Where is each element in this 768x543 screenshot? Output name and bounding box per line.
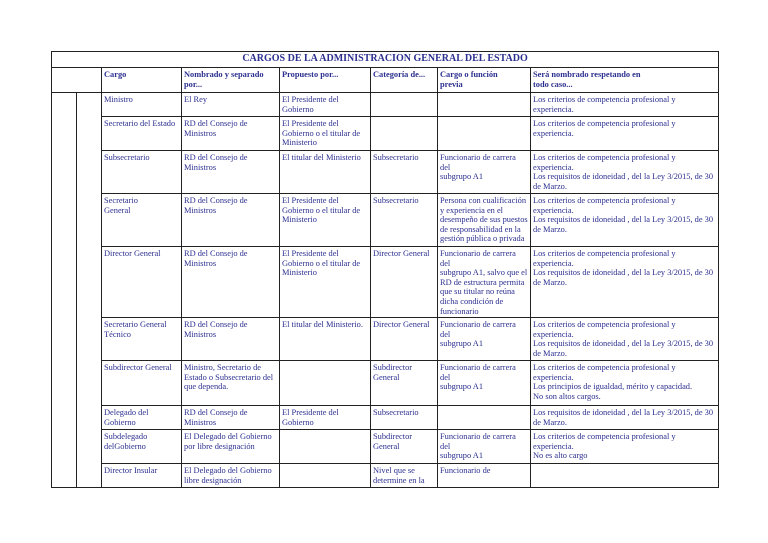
sera-nombrado-cell (531, 464, 719, 488)
cargo-previo-cell (438, 406, 531, 430)
header-cargo: Cargo (102, 68, 182, 93)
cargo-cell: Subsecretario (102, 151, 182, 194)
categoria-cell: Nivel que se determine en la (371, 464, 438, 488)
table-row (52, 194, 719, 247)
sera-nombrado-cell: Los criterios de competencia profesional y experiencia. Los requisitos de idoneidad , del la Ley 3/2015, de 30 de Marzo. (531, 247, 719, 318)
left-margin-cell (52, 93, 77, 488)
sera-nombrado-cell: Los criterios de competencia profesional y experiencia. (531, 117, 719, 151)
sera-nombrado-cell: Los criterios de competencia profesional y experiencia. Los principios de igualdad, mérito y capacidad. No son altos cargos. (531, 361, 719, 406)
header-nombrado: Nombrado y separado por... (182, 68, 280, 93)
propuesto-cell: El titular del Ministerio. (280, 318, 371, 361)
cargo-previo-cell: Funcionario de carrera del subgrupo A1 (438, 318, 531, 361)
categoria-cell: Subsecretario (371, 406, 438, 430)
header-categoria: Categoría de... (371, 68, 438, 93)
title-row (52, 52, 719, 68)
nombrado-cell: Ministro, Secretario de Estado o Subsecretario del que dependa. (182, 361, 280, 406)
cargo-previo-cell: Funcionario de carrera del subgrupo A1 (438, 430, 531, 464)
sera-nombrado-cell: Los requisitos de idoneidad , del la Ley 3/2015, de 30 de Marzo. (531, 406, 719, 430)
table-row (52, 406, 719, 430)
table-title: CARGOS DE LA ADMINISTRACION GENERAL DEL ESTADO (52, 52, 719, 68)
nombrado-cell: RD del Consejo de Ministros (182, 406, 280, 430)
cargo-previo-cell: Funcionario de (438, 464, 531, 488)
table-row (52, 247, 719, 318)
header-sera-nombrado: Será nombrado respetando en todo caso... (531, 68, 719, 93)
nombrado-cell: RD del Consejo de Ministros (182, 117, 280, 151)
table-row (52, 151, 719, 194)
cargo-cell: Secretario General (102, 194, 182, 247)
categoria-cell: Director General (371, 318, 438, 361)
cargo-cell: Subdirector General (102, 361, 182, 406)
sera-nombrado-cell: Los criterios de competencia profesional y experiencia. Los requisitos de idoneidad , del la Ley 3/2015, de 30 de Marzo. (531, 194, 719, 247)
nombrado-cell: El Delegado del Gobierno libre designación (182, 464, 280, 488)
header-row (52, 68, 719, 93)
table-row (52, 117, 719, 151)
propuesto-cell (280, 361, 371, 406)
cargo-previo-cell: Funcionario de carrera del subgrupo A1 (438, 151, 531, 194)
propuesto-cell: El Presidente del Gobierno o el titular de Ministerio (280, 247, 371, 318)
propuesto-cell (280, 464, 371, 488)
cargo-previo-cell: Funcionario de carrera del subgrupo A1, salvo que el RD de estructura permita que su titular no reúna dicha condición de funcionario (438, 247, 531, 318)
table-row (52, 318, 719, 361)
positions-table (51, 51, 719, 488)
sera-nombrado-cell: Los criterios de competencia profesional y experiencia. Los requisitos de idoneidad , del la Ley 3/2015, de 30 de Marzo. (531, 318, 719, 361)
cargo-cell: Ministro (102, 93, 182, 117)
sera-nombrado-cell: Los criterios de competencia profesional y experiencia. No es alto cargo (531, 430, 719, 464)
table-row (52, 464, 719, 488)
cargo-previo-cell (438, 93, 531, 117)
nombrado-cell: RD del Consejo de Ministros (182, 247, 280, 318)
left-margin-cell (77, 93, 102, 488)
propuesto-cell: El Presidente del Gobierno o el titular de Ministerio (280, 117, 371, 151)
nombrado-cell: El Delegado del Gobierno por libre designación (182, 430, 280, 464)
cargo-cell: Delegado del Gobierno (102, 406, 182, 430)
cargo-cell: Subdelegado delGobierno (102, 430, 182, 464)
categoria-cell: Director General (371, 247, 438, 318)
nombrado-cell: RD del Consejo de Ministros (182, 318, 280, 361)
categoria-cell: Subdirector General (371, 430, 438, 464)
propuesto-cell: El Presidente del Gobierno (280, 93, 371, 117)
nombrado-cell: RD del Consejo de Ministros (182, 151, 280, 194)
categoria-cell (371, 117, 438, 151)
sera-nombrado-cell: Los criterios de competencia profesional y experiencia. (531, 93, 719, 117)
propuesto-cell: El Presidente del Gobierno o el titular de Ministerio (280, 194, 371, 247)
propuesto-cell: El titular del Ministerio (280, 151, 371, 194)
categoria-cell: Subsecretario (371, 151, 438, 194)
cargo-cell: Director General (102, 247, 182, 318)
categoria-cell: Subsecretario (371, 194, 438, 247)
cargo-cell: Director Insular (102, 464, 182, 488)
propuesto-cell (280, 430, 371, 464)
cargo-cell: Secretario General Técnico (102, 318, 182, 361)
header-cargo-previo: Cargo o función previa (438, 68, 531, 93)
cargo-previo-cell (438, 117, 531, 151)
cargo-cell: Secretario del Estado (102, 117, 182, 151)
categoria-cell (371, 93, 438, 117)
nombrado-cell: El Rey (182, 93, 280, 117)
sera-nombrado-cell: Los criterios de competencia profesional y experiencia. Los requisitos de idoneidad , del la Ley 3/2015, de 30 de Marzo. (531, 151, 719, 194)
header-blank-cell (52, 68, 102, 93)
table-row (52, 93, 719, 117)
table-row (52, 430, 719, 464)
table-row (52, 361, 719, 406)
cargo-previo-cell: Persona con cualificación y experiencia en el desempeño de sus puestos de responsabilidad en la gestión pública o privada (438, 194, 531, 247)
nombrado-cell: RD del Consejo de Ministros (182, 194, 280, 247)
cargo-previo-cell: Funcionario de carrera del subgrupo A1 (438, 361, 531, 406)
propuesto-cell: El Presidente del Gobierno (280, 406, 371, 430)
categoria-cell: Subdirector General (371, 361, 438, 406)
header-propuesto: Propuesto por... (280, 68, 371, 93)
